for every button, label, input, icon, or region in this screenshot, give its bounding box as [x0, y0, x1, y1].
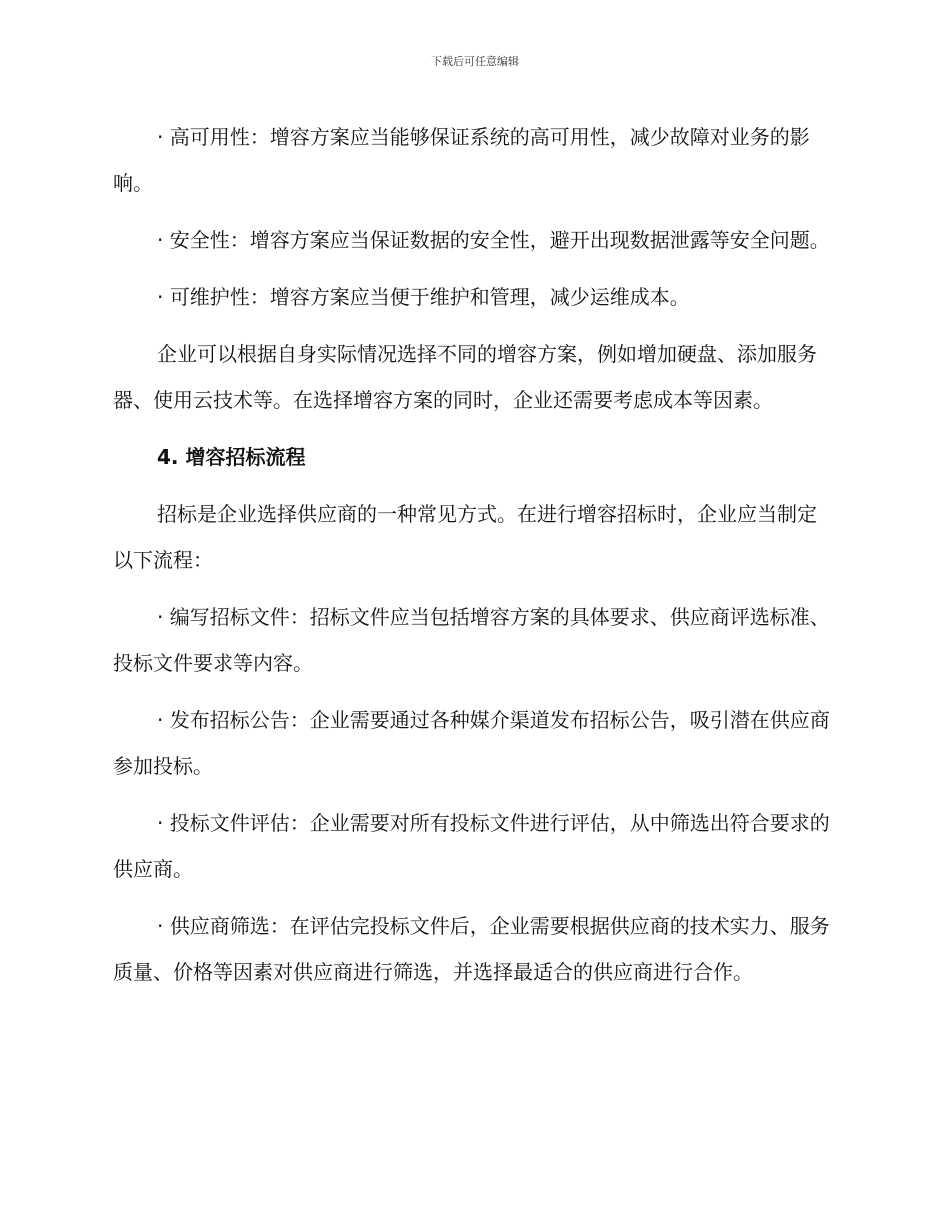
bullet-write-bid-docs: · 编写招标文件：招标文件应当包括增容方案的具体要求、供应商评选标准、投标文件要求等内容。: [113, 605, 830, 675]
bullet-supplier-selection: · 供应商筛选：在评估完投标文件后，企业需要根据供应商的技术实力、服务质量、价格等因素对供应商进行筛选，并选择最适合的供应商进行合作。: [113, 914, 830, 984]
paragraph-expansion-options: 企业可以根据自身实际情况选择不同的增容方案，例如增加硬盘、添加服务器、使用云技术等。在选择增容方案的同时，企业还需要考虑成本等因素。: [113, 342, 817, 412]
document-body: [113, 114, 831, 1006]
bullet-maintainability: · 可维护性：增容方案应当便于维护和管理，减少运维成本。: [157, 285, 690, 309]
bullet-publish-notice: · 发布招标公告：企业需要通过各种媒介渠道发布招标公告，吸引潜在供应商参加投标。: [113, 708, 830, 778]
bullet-high-availability: · 高可用性：增容方案应当能够保证系统的高可用性，减少故障对业务的影响。: [113, 125, 810, 195]
bullet-security: · 安全性：增容方案应当保证数据的安全性，避开出现数据泄露等安全问题。: [157, 228, 830, 252]
paragraph-bidding-intro: 招标是企业选择供应商的一种常见方式。在进行增容招标时，企业应当制定以下流程：: [113, 502, 817, 572]
page-header: 下载后可任意编辑: [431, 55, 519, 68]
section-heading: 4. 增容招标流程: [157, 445, 306, 469]
bullet-evaluate-bids: · 投标文件评估：企业需要对所有投标文件进行评估，从中筛选出符合要求的供应商。: [113, 811, 830, 881]
